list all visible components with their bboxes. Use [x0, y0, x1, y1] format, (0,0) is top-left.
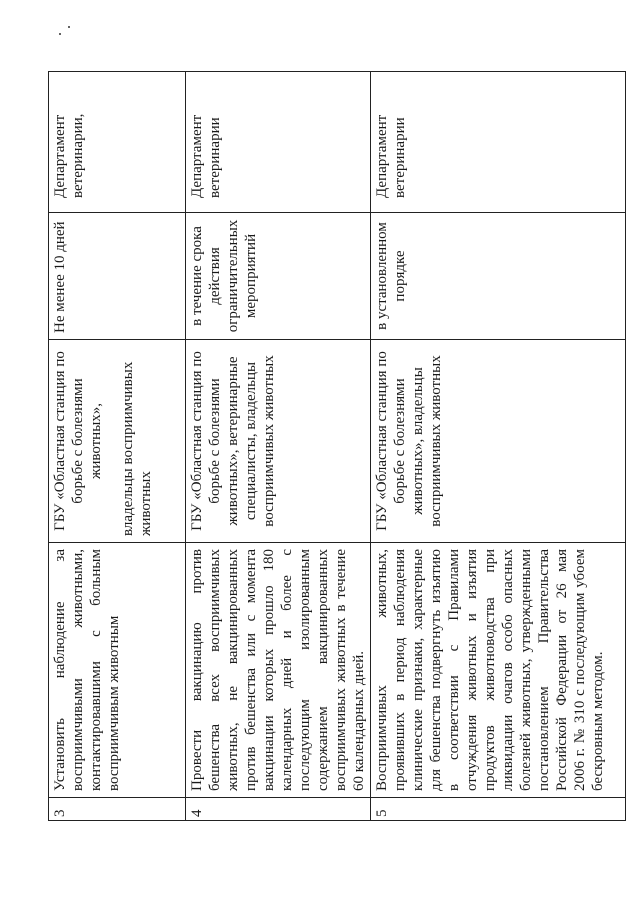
responsible-cell: Департамент ветеринарии — [186, 72, 371, 213]
term-text: в установленном порядке — [374, 222, 408, 330]
measures-table — [48, 71, 626, 821]
row-number: 3 — [49, 798, 186, 821]
row-number: 4 — [186, 798, 371, 821]
row-number: 5 — [371, 798, 626, 821]
table-row — [49, 72, 186, 821]
table-row — [186, 72, 371, 821]
term-text: в течение срока действия ограничительных мероприятий — [189, 219, 259, 333]
executor-cell — [49, 340, 186, 543]
term-cell — [371, 213, 626, 340]
measure-text: Восприимчивых животных, проявивших в период наблюдения клинические признаки, характерные для бешенства подвергнуть изъятию в соответствии с Правилами отчуждения животных и изъятия продуктов животноводства при ликвидации очагов особо опасных болезней животных, утвержденными постановлением Правительства Российской Федерации от 26 мая 2006 г. № 310 с последующим убоем бескровным методом. — [371, 543, 626, 798]
responsible-cell: Департамент ветеринарии — [371, 72, 626, 213]
term-cell — [186, 213, 371, 340]
measure-text: Провести вакцинацию против бешенства всех восприимчивых животных, не вакцинированных против бешенства или с момента вакцинации которых прошло 180 календарных дней и более с последующим изолированным содержанием вакцинированных восприимчивых животных в течение 60 календарных дней. — [186, 543, 371, 798]
term-cell: Не менее 10 дней — [49, 213, 186, 340]
executor-extra: владельцы восприимчивых животных — [120, 361, 154, 536]
table-row — [371, 72, 626, 821]
executor-cell — [371, 340, 626, 543]
executor-text: ГБУ «Областная станция по борьбе с болезнями животных», владельцы восприимчивых животных — [374, 351, 444, 531]
scan-speck — [68, 26, 70, 28]
rotated-page — [48, 71, 606, 821]
executor-cell — [186, 340, 371, 543]
executor-text: ГБУ «Областная станция по борьбе с болезнями животных», — [52, 351, 104, 531]
responsible-cell: Департамент ветеринарии, — [49, 72, 186, 213]
measure-text: Установить наблюдение за восприимчивыми животными, контактировавшими с больным восприимчивым животным — [49, 543, 186, 798]
scan-speck — [59, 33, 61, 35]
executor-text: ГБУ «Областная станция по борьбе с болезнями животных», ветеринарные специалисты, владельцы восприимчивых животных — [189, 351, 277, 531]
